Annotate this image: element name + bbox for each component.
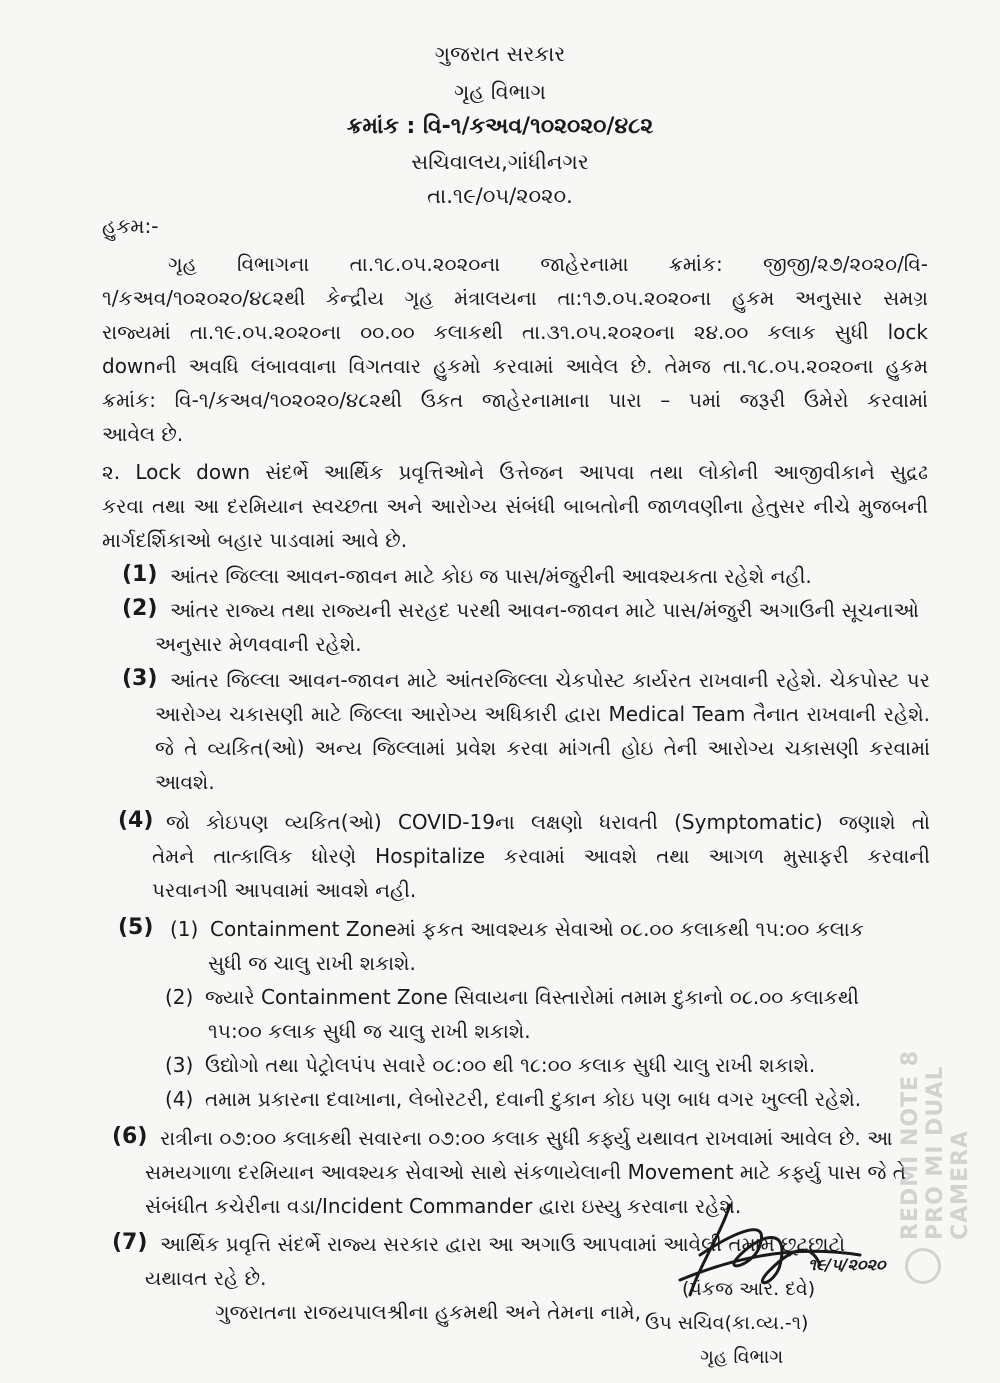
order-number: ક્રમાંક : વિ-૧/કઅવ/૧૦૨૦૨૦/૪૮૨ bbox=[346, 114, 654, 139]
signature-date: ૧૯/૫/૨૦૨૦ bbox=[808, 1255, 886, 1274]
camera-watermark: REDMI NOTE 8 PRO MI DUAL CAMERA bbox=[898, 1049, 973, 1240]
watermark-circle-icon bbox=[905, 1248, 941, 1284]
item-number: (6) bbox=[112, 1124, 148, 1149]
para1-line: downની અવધિ લંબાવવાના વિગતવાર હુકમો કરવામાં આવેલ છે. તેમજ તા.૧૮.૦૫.૨૦૨૦ના હુકમ bbox=[102, 354, 928, 378]
item-number: (1) bbox=[122, 562, 158, 587]
item-number: (7) bbox=[112, 1230, 148, 1255]
item-line: સંબંધીત કચેરીના વડા/Incident Commander દ્વારા ઇસ્યુ કરવાના રહેશે. bbox=[145, 1194, 742, 1218]
item-line: સમયગાળા દરમિયાન આવશ્યક સેવાઓ સાથે સંકળાયેલાની Movement માટે કર્ફ્યુ પાસ જે તે bbox=[145, 1160, 907, 1184]
subitem-line: સુધી જ ચાલુ રાખી શકાશે. bbox=[208, 951, 416, 975]
issue-place: સચિવાલય,ગાંધીનગર bbox=[411, 150, 589, 174]
subitem-line: Containment Zoneમાં ફકત આવશ્યક સેવાઓ ૦૮.૦૦ કલાકથી ૧૫:૦૦ કલાક bbox=[210, 917, 864, 941]
para1-line: ક્રમાંક: વિ-૧/કઅવ/૧૦૨૦૨૦/૪૮૨થી ઉકત જાહેરનામાના પારા – ૫માં જરૂરી ઉમેરો કરવામાં bbox=[102, 388, 928, 412]
item-line: યથાવત રહે છે. bbox=[145, 1266, 267, 1290]
para1-line: ૧/કઅવ/૧૦૨૦૨૦/૪૮૨થી કેન્દ્રીય ગૃહ મંત્રાલયના તા:૧૭.૦૫.૨૦૨૦ના હુકમ અનુસાર સમગ્ર bbox=[102, 286, 928, 310]
signatory-department: ગૃહ વિભાગ bbox=[700, 1346, 784, 1368]
subitem-number: (1) bbox=[170, 917, 199, 941]
item-line: અનુસાર મેળવવાની રહેશે. bbox=[155, 632, 362, 656]
closing-line: ગુજરાતના રાજયપાલશ્રીના હુકમથી અને તેમના નામે, bbox=[215, 1300, 641, 1324]
item-line: આવશે. bbox=[155, 770, 215, 794]
item-line: રાત્રીના ૦૭:૦૦ કલાકથી સવારના ૦૭:૦૦ કલાક સુધી કર્ફ્યુ યથાવત રાખવામાં આવેલ છે. આ bbox=[160, 1126, 893, 1150]
item-line: આંતર રાજ્ય તથા રાજ્યની સરહદ પરથી આવન-જાવન માટે પાસ/મંજુરી અગાઉની સૂચનાઓ bbox=[170, 598, 919, 622]
item-line: તેમને તાત્કાલિક ધોરણે Hospitalize કરવામાં આવશે તથા આગળ મુસાફરી કરવાની bbox=[152, 844, 930, 868]
issue-date: તા.૧૯/૦૫/૨૦૨૦. bbox=[427, 184, 573, 208]
subitem-number: (2) bbox=[165, 985, 194, 1009]
para2-line: માર્ગદર્શિકાઓ બહાર પાડવામાં આવે છે. bbox=[102, 528, 408, 552]
item-line: જો કોઇપણ વ્યકિત(ઓ) COVID-19ના લક્ષણો ધરાવતી (Symptomatic) જણાશે તો bbox=[166, 810, 930, 834]
item-number: (4) bbox=[118, 808, 154, 833]
order-label: હુકમ:- bbox=[102, 214, 159, 238]
para1-line: આવેલ છે. bbox=[102, 422, 184, 446]
para2-line: કરવા તથા આ દરમિયાન સ્વચ્છતા અને આરોગ્ય સંબંધી બાબતોની જાળવણીના હેતુસર નીચે મુજબની bbox=[102, 494, 928, 518]
item-number: (5) bbox=[118, 915, 154, 940]
subitem-line: તમામ પ્રકારના દવાખાના, લેબોરટરી, દવાની દુકાન કોઇ પણ બાધ વગર ખુલ્લી રહેશે. bbox=[205, 1087, 862, 1111]
signatory-name: (પંકજ આર. દવે) bbox=[682, 1278, 816, 1300]
signatory-designation: ઉપ સચિવ(કા.વ્ય.-૧) bbox=[645, 1312, 809, 1334]
item-line: આંતર જિલ્લા આવન-જાવન માટે આંતરજિલ્લા ચેકપોસ્ટ કાર્યરત રાખવાની રહેશે. ચેકપોસ્ટ પર bbox=[170, 668, 930, 692]
item-line: જે તે વ્યકિત(ઓ) અન્ય જિલ્લામાં પ્રવેશ કરવા માંગતી હોઇ તેની આરોગ્ય ચકાસણી કરવામાં bbox=[155, 736, 930, 760]
para2-line: ૨. Lock down સંદર્ભે આર્થિક પ્રવૃત્તિઓને ઉત્તેજન આપવા તથા લોકોની આજીવીકાને સુદ્રઢ bbox=[102, 460, 928, 484]
para1-line: ગૃહ વિભાગના તા.૧૮.૦૫.૨૦૨૦ના જાહેરનામા ક્રમાંક: જીજી/૨૭/૨૦૨૦/વિ- bbox=[168, 252, 928, 276]
subitem-number: (3) bbox=[165, 1053, 194, 1077]
item-number: (3) bbox=[122, 666, 158, 691]
subitem-number: (4) bbox=[165, 1087, 194, 1111]
subitem-line: ઉદ્યોગો તથા પેટ્રોલપંપ સવારે ૦૮:૦૦ થી ૧૮:૦૦ કલાક સુધી ચાલુ રાખી શકાશે. bbox=[205, 1053, 816, 1077]
item-line: આર્થિક પ્રવૃત્તિ સંદર્ભે રાજ્ય સરકાર દ્વારા આ અગાઉ આપવામાં આવેલી તમામ છૂટછાટો bbox=[160, 1232, 846, 1256]
item-number: (2) bbox=[122, 596, 158, 621]
subitem-line: જ્યારે Containment Zone સિવાયના વિસ્તારોમાં તમામ દુકાનો ૦૮.૦૦ કલાકથી bbox=[205, 985, 859, 1009]
para1-line: રાજ્યમાં તા.૧૯.૦૫.૨૦૨૦ના ૦૦.૦૦ કલાકથી તા.૩૧.૦૫.૨૦૨૦ના ૨૪.૦૦ કલાક સુધી lock bbox=[102, 320, 928, 344]
item-line: આરોગ્ય ચકાસણી માટે જિલ્લા આરોગ્ય અધિકારી દ્વારા Medical Team તૈનાત રાખવાની રહેશે. bbox=[155, 702, 930, 726]
item-line: પરવાનગી આપવામાં આવશે નહી. bbox=[152, 878, 417, 902]
subitem-line: ૧૫:૦૦ કલાક સુધી જ ચાલુ રાખી શકાશે. bbox=[208, 1019, 531, 1043]
item-line: આંતર જિલ્લા આવન-જાવન માટે કોઇ જ પાસ/મંજુરીની આવશ્યકતા રહેશે નહી. bbox=[170, 564, 812, 588]
department-name: ગૃહ વિભાગ bbox=[453, 80, 547, 104]
government-name: ગુજરાત સરકાર bbox=[434, 42, 566, 66]
